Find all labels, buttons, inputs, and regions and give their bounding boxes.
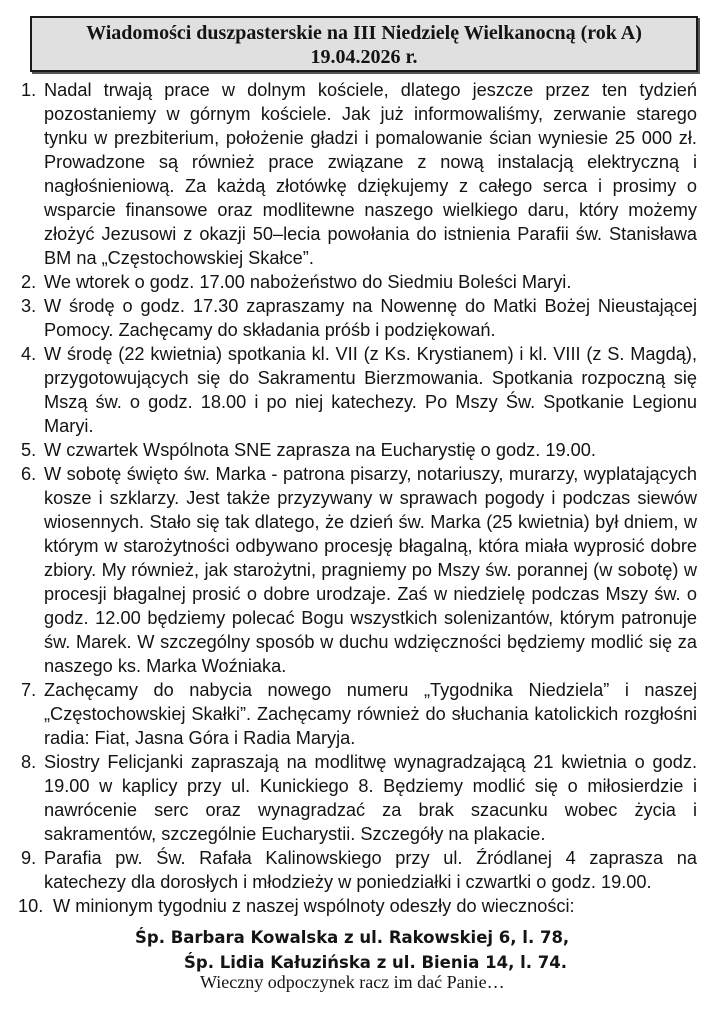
announcement-item: [0, 270, 697, 294]
item-number: 7.: [21, 680, 37, 700]
deceased-name: Śp. Lidia Kałuzińska z ul. Bienia 14, l. 74.: [184, 953, 568, 972]
item-number: 4.: [21, 344, 37, 364]
item-text: Parafia pw. Św. Rafała Kalinowskiego przy ul. Źródlanej 4 zaprasza na katechezy dla dorosłych i młodzieży w poniedziałki i czwartki o godz. 19.00.: [44, 848, 697, 892]
deceased-name: Śp. Barbara Kowalska z ul. Rakowskiej 6, l. 78,: [135, 928, 570, 947]
item-number: 1.: [21, 80, 37, 100]
item-number: 10.: [18, 896, 44, 916]
item-number: 2.: [21, 272, 37, 292]
announcement-item: [0, 462, 697, 678]
item-text: Nadal trwają prace w dolnym kościele, dlatego jeszcze przez ten tydzień pozostaniemy w górnym kościele. Jak już informowaliśmy, zerwanie starego tynku w prezbiterium, położenie gładzi i pomalowanie ścian wyniesie 25 000 zł. Prowadzone są również prace związane z nową instalacją elektryczną i nagłośnieniową. Za każdą złotówkę dziękujemy z całego serca i prosimy o wsparcie finansowe oraz modlitewne naszego wielkiego daru, który możemy złożyć Jezusowi z okazji 50–lecia powołania do istnienia Parafii św. Stanisława BM na „Częstochowskiej Skałce”.: [44, 80, 697, 268]
announcement-item: [0, 78, 697, 270]
announcement-item: [0, 894, 706, 918]
item-number: 5.: [21, 440, 37, 460]
item-text: W środę o godz. 17.30 zapraszamy na Nowennę do Matki Bożej Nieustającej Pomocy. Zachęcamy do składania próśb i podziękowań.: [44, 296, 697, 340]
item-text: W czwartek Wspólnota SNE zaprasza na Eucharystię o godz. 19.00.: [44, 440, 596, 460]
item-text: W sobotę święto św. Marka - patrona pisarzy, notariuszy, murarzy, wyplatających kosze i szklarzy. Jest także przyzywany w sprawach pogody i podczas siewów wiosennych. Stało się tak dlatego, że dzień św. Marka (25 kwietnia) był dniem, w którym w starożytności odbywano procesję błagalną, która miała wyprosić dobre zbiory. My również, jak starożytni, pragniemy po Mszy św. porannej (w sobotę) w procesji błagalnej prosić o dobre urodzaje. Zaś w niedzielę podczas Mszy św. o godz. 12.00 będziemy polecać Bogu wszystkich solenizantów, którym patronuje św. Marek. W szczególny sposób w duchu wdzięczności będziemy modlić się za naszego ks. Marka Woźniaka.: [44, 464, 697, 676]
announcements-list: [0, 78, 724, 918]
item-number: 9.: [21, 848, 37, 868]
item-text: W środę (22 kwietnia) spotkania kl. VII (z Ks. Krystianem) i kl. VIII (z S. Magdą), przygotowujących się do Sakramentu Bierzmowania. Spotkania rozpoczną się Mszą św. o godz. 18.00 i po niej katechezy. Po Mszy Św. Spotkanie Legionu Maryi.: [44, 344, 697, 436]
bulletin-title: Wiadomości duszpasterskie na III Niedzielę Wielkanocną (rok A): [86, 22, 642, 44]
item-number: 3.: [21, 296, 37, 316]
announcement-item: [0, 678, 697, 750]
item-text: Zachęcamy do nabycia nowego numeru „Tygodnika Niedziela” i naszej „Częstochowskiej Skałki”. Zachęcamy również do słuchania katolickich rozgłośni radia: Fiat, Jasna Góra i Radia Maryja.: [44, 680, 697, 748]
item-number: 8.: [21, 752, 37, 772]
announcement-item: [0, 846, 697, 894]
bulletin-header: [30, 16, 698, 72]
announcement-item: [0, 750, 697, 846]
announcement-item: [0, 294, 697, 342]
item-text: Siostry Felicjanki zapraszają na modlitwę wynagradzającą 21 kwietnia o godz. 19.00 w kaplicy przy ul. Kunickiego 8. Będziemy modlić się o miłosierdzie i nawrócenie serc oraz wynagradzać za brak szacunku wobec życia i sakramentów, szczególnie Eucharystii. Szczegóły na plakacie.: [44, 752, 697, 844]
item-text: W minionym tygodniu z naszej wspólnoty odeszły do wieczności:: [53, 896, 575, 916]
closing-prayer: Wieczny odpoczynek racz im dać Panie…: [200, 972, 505, 992]
item-number: 6.: [21, 464, 37, 484]
announcement-item: [0, 438, 697, 462]
bulletin-date: 19.04.2026 r.: [310, 46, 418, 68]
announcement-item: [0, 342, 697, 438]
item-text: We wtorek o godz. 17.00 nabożeństwo do Siedmiu Boleści Maryi.: [44, 272, 572, 292]
